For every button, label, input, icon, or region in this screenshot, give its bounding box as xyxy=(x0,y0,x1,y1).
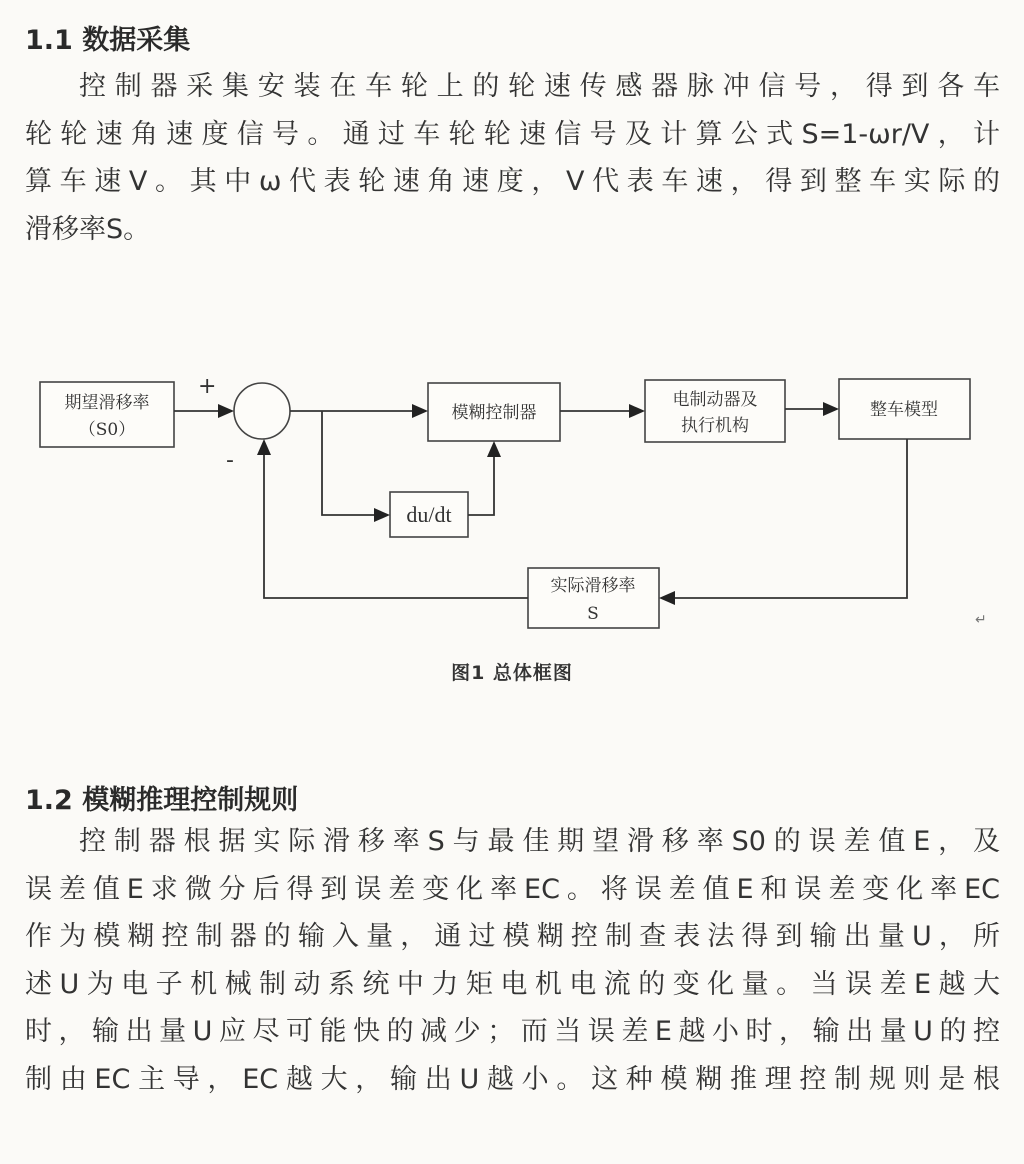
wire-derivative-to-fuzzy xyxy=(468,455,494,515)
text-line: 算车速V。其中ω代表轮速角速度，V代表车速，得到整车实际的 xyxy=(25,166,1000,197)
text-line: 作为模糊控制器的输入量，通过模糊控制查表法得到输出量U，所 xyxy=(25,921,1000,952)
vehicle-model-label: 整车模型 xyxy=(870,400,938,420)
arrow-brake-to-vehicle xyxy=(823,402,839,416)
arrow-vehicle-to-actual-slip xyxy=(659,591,675,605)
desired-slip-symbol: （S0） xyxy=(78,420,136,440)
text-line: 滑移率S。 xyxy=(25,213,151,245)
arrow-desired-to-sum xyxy=(218,404,234,418)
text-line: 控制器根据实际滑移率S与最佳期望滑移率S0的误差值E，及 xyxy=(79,826,1000,857)
desired-slip-label: 期望滑移率 xyxy=(64,393,150,413)
minus-sign: - xyxy=(226,448,234,473)
fuzzy-controller-label: 模糊控制器 xyxy=(451,403,537,423)
figure-caption: 图1 总体框图 xyxy=(451,662,573,684)
section-heading-data-acquisition: 1.1 数据采集 xyxy=(25,25,191,56)
wire-vehicle-to-actual-slip xyxy=(673,439,907,598)
text-line: 误差值E求微分后得到误差变化率EC。将误差值E和误差变化率EC xyxy=(25,873,1000,905)
paragraph-data-acquisition xyxy=(25,63,1000,253)
section-heading-fuzzy-rules: 1.2 模糊推理控制规则 xyxy=(25,785,299,816)
summing-junction xyxy=(234,383,290,439)
plus-sign: + xyxy=(198,374,217,399)
return-mark-icon: ↵ xyxy=(975,612,987,628)
text-line: 制由EC主导，EC越大，输出U越小。这种模糊推理控制规则是根 xyxy=(25,1063,1000,1095)
actual-slip-symbol: S xyxy=(587,604,599,624)
actual-slip-label: 实际滑移率 xyxy=(550,576,636,596)
brake-actuator-label-line2: 执行机构 xyxy=(681,416,749,436)
overall-block-diagram xyxy=(0,355,1024,645)
text-line: 述U为电子机械制动系统中力矩电机电流的变化量。当误差E越大 xyxy=(25,968,1000,1000)
text-line: 轮轮速角速度信号。通过车轮轮速信号及计算公式S=1-ωr/V，计 xyxy=(25,118,1000,150)
arrow-feedback-to-sum xyxy=(257,439,271,455)
arrow-fuzzy-to-brake xyxy=(629,404,645,418)
brake-actuator-label-line1: 电制动器及 xyxy=(672,390,758,410)
text-line: 控制器采集安装在车轮上的轮速传感器脉冲信号，得到各车 xyxy=(79,71,1000,102)
arrow-error-to-derivative xyxy=(374,508,390,522)
paragraph-fuzzy-rules xyxy=(25,818,1000,1103)
wire-error-to-derivative xyxy=(322,411,376,515)
arrow-sum-to-fuzzy xyxy=(412,404,428,418)
derivative-label: du/dt xyxy=(406,502,452,527)
text-line: 时，输出量U应尽可能快的减少；而当误差E越小时，输出量U的控 xyxy=(25,1016,1000,1047)
arrow-derivative-to-fuzzy xyxy=(487,441,501,457)
